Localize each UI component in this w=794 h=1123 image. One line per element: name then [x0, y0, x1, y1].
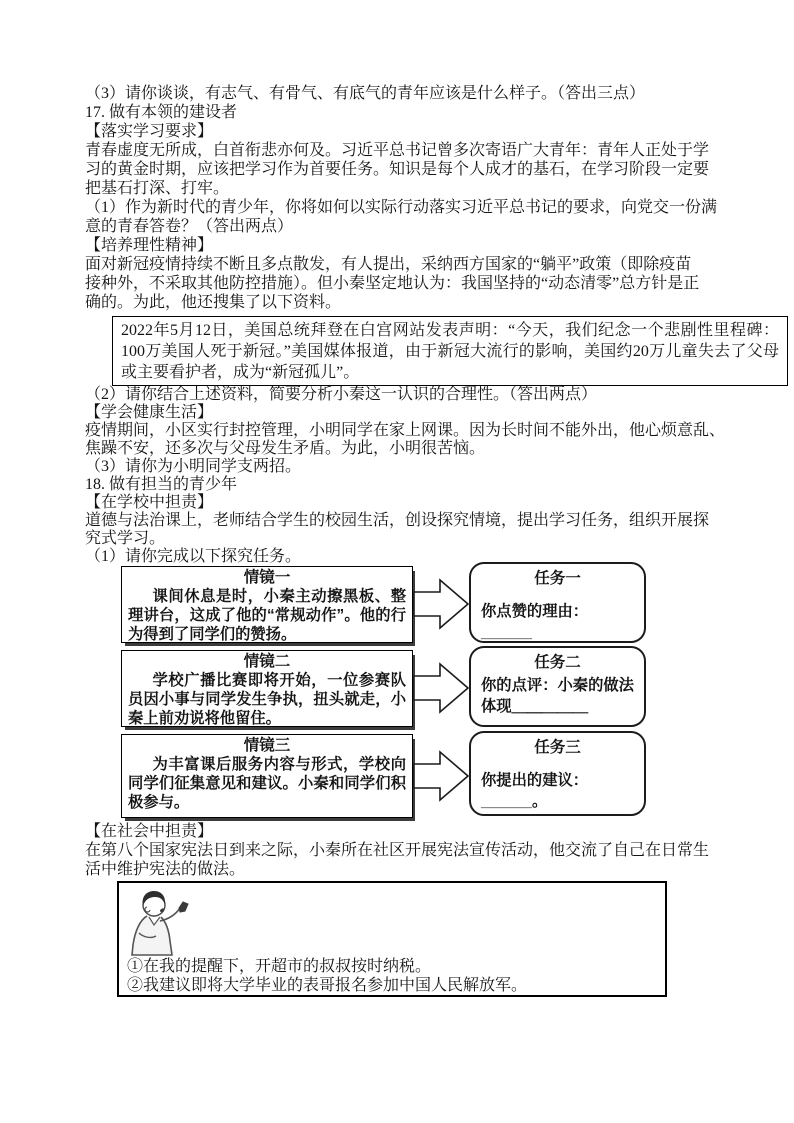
society-example-box	[117, 881, 667, 997]
section-heading: 【在社会中担责】	[85, 823, 214, 840]
section-heading: 【在学校中担责】	[85, 494, 214, 511]
question-17-section	[85, 84, 750, 312]
task-box-1	[469, 562, 646, 643]
text-line: （3）请你为小明同学支两招。	[85, 458, 302, 475]
society-example-list	[127, 957, 527, 995]
section-heading: 【学会健康生活】	[85, 404, 214, 421]
text-line: 青春虚度无所成，白首衔悲亦何及。习近平总书记曾多次寄语广大青年：青年人正处于学	[85, 142, 710, 159]
task-2-title: 任务二	[534, 654, 581, 671]
task-2-text: 你的点评：小秦的做法体现＿＿＿＿＿	[481, 677, 634, 715]
text-line: 道德与法治课上，老师结合学生的校园生活，创设探究情境，提出学习任务，组织开展探	[85, 512, 710, 529]
text-line: 究式学习。	[85, 530, 166, 547]
text-line: 把基石打深、打牢。	[85, 180, 230, 197]
question-18-section	[85, 386, 750, 566]
resource-quote-box	[112, 316, 788, 386]
section-heading: 【落实学习要求】	[85, 123, 214, 140]
task-3-text: 你提出的建议：______。	[481, 772, 589, 810]
text-line: （1）请你完成以下探究任务。	[85, 548, 302, 565]
scenario-1-title: 情镜一	[243, 569, 291, 586]
text-line: 接种外，不采取其他防控措施）。但小秦坚定地认为：我国坚持的“动态清零”总方针是正	[85, 275, 700, 292]
text-line: 焦躁不安，还多次与父母发生矛盾。为此，小明很苦恼。	[85, 440, 486, 457]
question-18-heading: 18. 做有担当的青少年	[85, 476, 238, 493]
scenario-2-text: 学校广播比赛即将开始，一位参赛队员因小事与同学发生争执，扭头就走，小秦上前劝说将他留住。	[128, 672, 406, 727]
block-arrow-icon	[413, 747, 470, 805]
task-3-title: 任务三	[534, 739, 581, 756]
scenario-2-title: 情镜二	[243, 653, 291, 670]
text-line: （1）作为新时代的青少年，你将如何以实际行动落实习近平总书记的要求，向党交一份满	[85, 199, 718, 216]
text-line: 在第八个国家宪法日到来之际，小秦所在社区开展宪法宣传活动，他交流了自己在日常生	[85, 842, 710, 859]
scenario-3-text: 为丰富课后服务内容与形式，学校向同学们征集意见和建议。小秦和同学们积极参与。	[128, 756, 406, 811]
text-line: （3）请你谈谈，有志气、有骨气、有底气的青年应该是什么样子。（答出三点）	[85, 85, 646, 102]
task-1-text: 你点赞的理由：______	[481, 603, 589, 641]
block-arrow-icon	[413, 659, 470, 717]
task-1-title: 任务一	[534, 570, 581, 587]
scenario-1-text: 课间休息是时，小秦主动擦黑板、整理讲台，这成了他的“常规动作”。他的行为得到了同学们的赞扬。	[128, 588, 406, 643]
scenario-box-1	[121, 566, 413, 643]
text-line: 面对新冠疫情持续不断且多点散发，有人提出，采纳西方国家的“躺平”政策（即除疫苗	[85, 256, 692, 273]
text-line: 确的。为此，他还搜集了以下资料。	[85, 294, 342, 311]
text-line: 活中维护宪法的做法。	[85, 861, 246, 878]
block-arrow-icon	[413, 575, 470, 633]
list-item: ②我建议即将大学毕业的表哥报名参加中国人民解放军。	[127, 977, 528, 994]
society-section	[85, 822, 750, 879]
section-heading: 【培养理性精神】	[85, 237, 214, 254]
boy-speaking-illustration	[125, 889, 197, 957]
list-item: ①在我的提醒下，开超市的叔叔按时纳税。	[127, 958, 432, 975]
text-line: 习的黄金时期，应该把学习作为首要任务。知识是每个人成才的基石，在学习阶段一定要	[85, 161, 710, 178]
question-17-heading: 17. 做有本领的建设者	[85, 104, 238, 121]
scenario-box-2	[121, 650, 413, 727]
text-line: （2）请你结合上述资料，简要分析小秦这一认识的合理性。（答出两点）	[85, 386, 598, 403]
text-line: 意的青春答卷？（答出两点）	[85, 218, 294, 235]
task-box-2	[469, 646, 646, 727]
scenario-box-3	[121, 734, 413, 818]
text-line: 疫情期间，小区实行封控管理，小明同学在家上网课。因为长时间不能外出，他心烦意乱、	[85, 422, 726, 439]
task-box-3	[469, 731, 646, 816]
resource-text: 2022年5月12日，美国总统拜登在白宫网站发表声明：“今天，我们纪念一个悲剧性里程碑：100万美国人死于新冠。”美国媒体报道，由于新冠大流行的影响，美国约20万儿童失去了父母或主要看护者，成为“新冠孤儿”。	[121, 322, 779, 381]
scenario-3-title: 情镜三	[243, 737, 291, 754]
